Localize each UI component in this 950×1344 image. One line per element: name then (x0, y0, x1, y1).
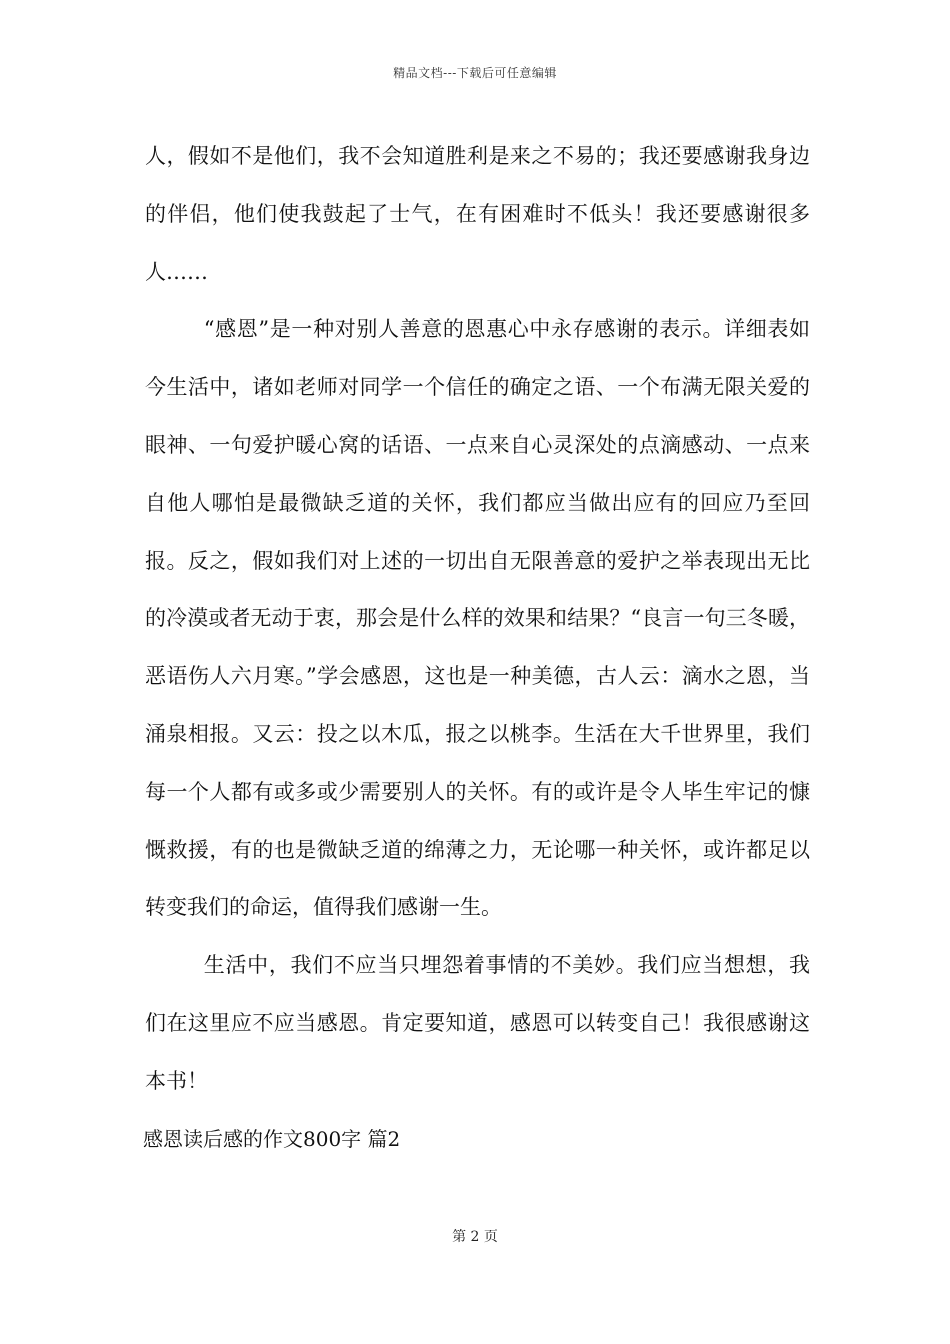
page-header: 精品文档---下载后可任意编辑 (393, 66, 557, 80)
page-number: 第 2 页 (452, 1229, 498, 1245)
document-body (145, 128, 810, 1168)
section-title: 感恩读后感的作文800字 篇2 (143, 1126, 401, 1151)
paragraph-continuation: 人，假如不是他们，我不会知道胜利是来之不易的；我还要感谢我身边的伴侣，他们使我鼓起了士气，在有困难时不低头！我还要感谢很多人…… (145, 144, 810, 284)
paragraph-gratitude-definition: “感恩”是一种对别人善意的恩惠心中永存感谢的表示。详细表如今生活中，诸如老师对同学一个信任的确定之语、一个布满无限关爱的眼神、一句爱护暖心窝的话语、一点来自心灵深处的点滴感动、一点来自他人哪怕是最微缺乏道的关怀，我们都应当做出应有的回应乃至回报。反之，假如我们对上述的一切出自无限善意的爱护之举表现出无比的冷漠或者无动于衷，那会是什么样的效果和结果？“良言一句三冬暖，恶语伤人六月寒。”学会感恩，这也是一种美德，古人云：滴水之恩，当涌泉相报。又云：投之以木瓜，报之以桃李。生活在大千世界里，我们每一个人都有或多或少需要别人的关怀。有的或许是令人毕生牢记的慷慨救援，有的也是微缺乏道的绵薄之力，无论哪一种关怀，或许都足以转变我们的命运，值得我们感谢一生。 (145, 317, 810, 920)
paragraph-life-reflection: 生活中，我们不应当只埋怨着事情的不美妙。我们应当想想，我们在这里应不应当感恩。肯定要知道，感恩可以转变自己！我很感谢这本书！ (145, 953, 810, 1093)
